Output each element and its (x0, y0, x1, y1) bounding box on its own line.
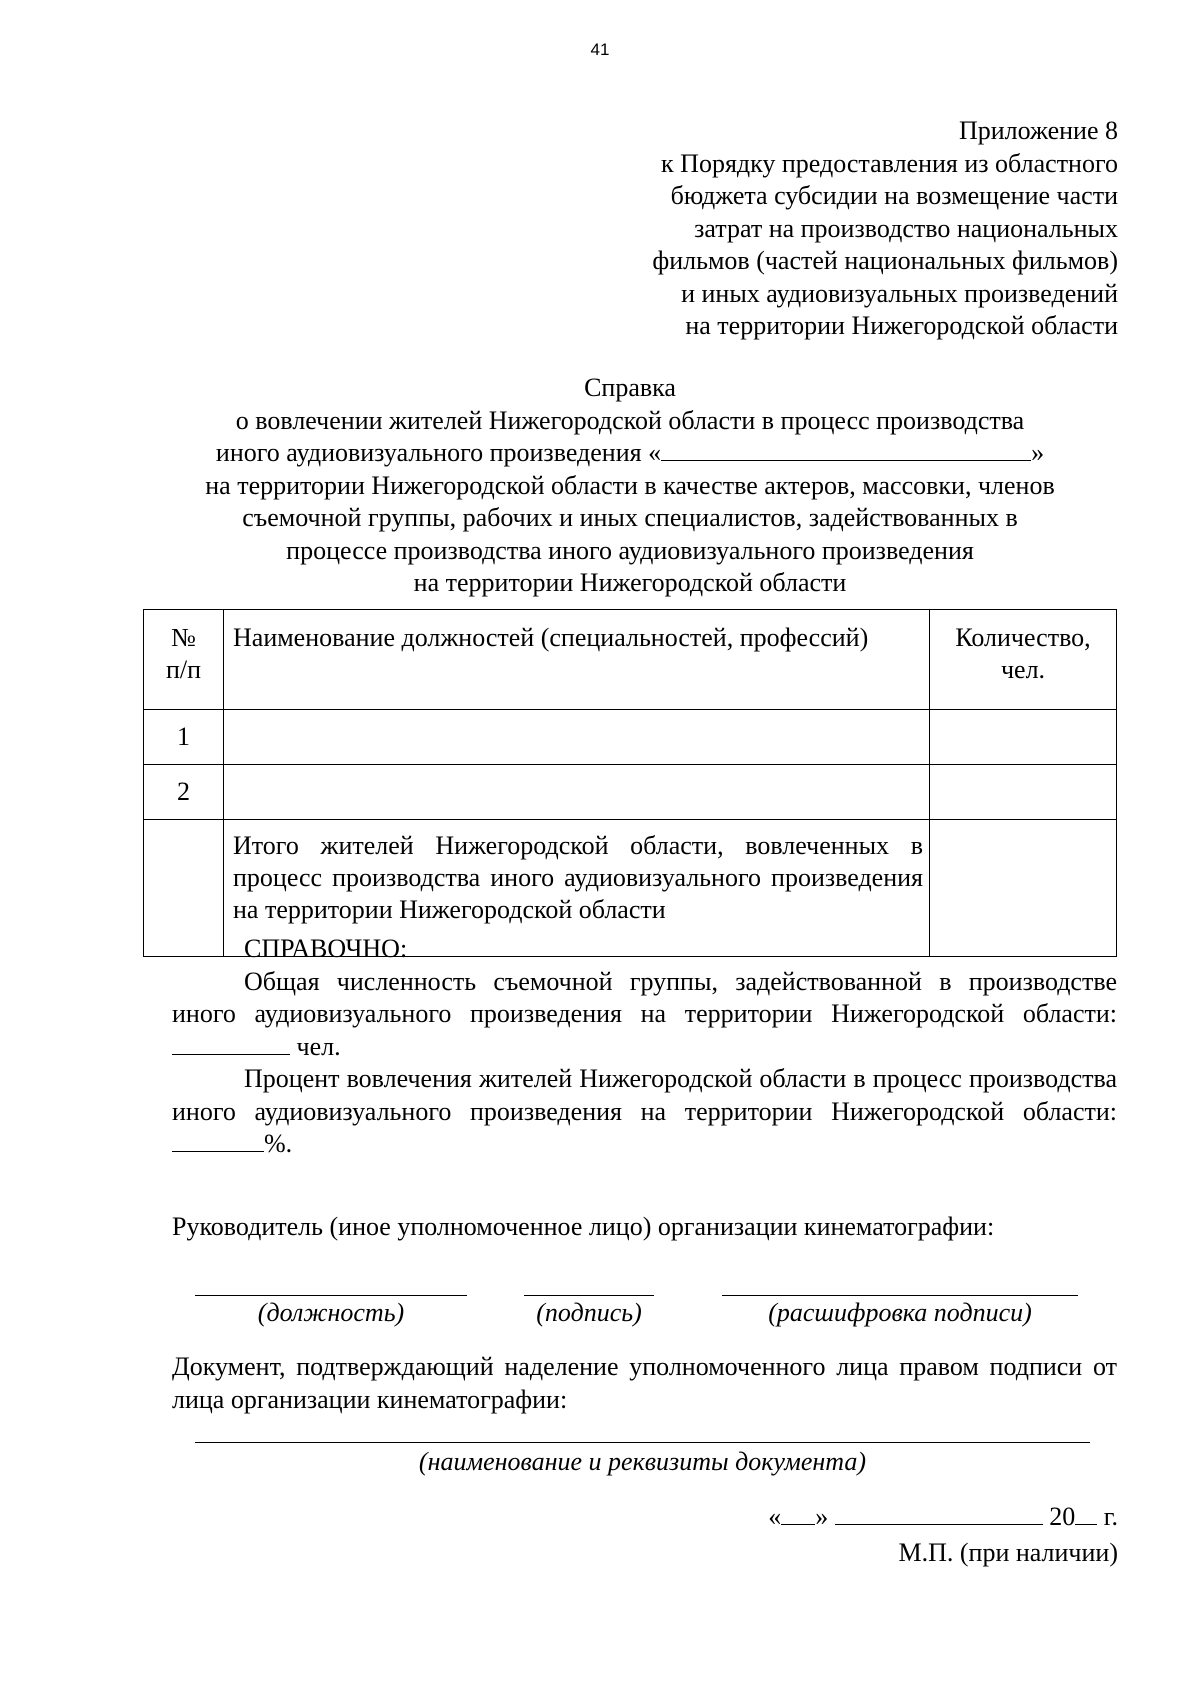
appendix-line: Приложение 8 (958, 116, 1118, 145)
appendix-line: на территории Нижегородской области (685, 311, 1118, 340)
appendix-line: к Порядку предоставления из областного (661, 148, 1118, 178)
row-num: 1 (144, 710, 224, 765)
title-line: на территории Нижегородской области (413, 568, 847, 597)
header-num (144, 610, 224, 710)
month-blank[interactable] (835, 1504, 1043, 1525)
signer-label: Руководитель (иное уполномоченное лицо) организации кинематографии: (172, 1212, 995, 1241)
row-qty-cell[interactable] (930, 765, 1117, 820)
title-line-text: » (1031, 438, 1045, 467)
seal-note: М.П. (при наличии) (898, 1538, 1118, 1567)
row-name-cell[interactable] (224, 765, 930, 820)
title-line: на территории Нижегородской области в качестве актеров, массовки, членов (205, 470, 1055, 500)
authority-document-text: Документ, подтверждающий наделение уполномоченного лица правом подписи от лица организации кинематографии: (172, 1352, 1117, 1414)
authority-document-caption: (наименование и реквизиты документа) (418, 1447, 867, 1476)
appendix-line: и иных аудиовизуальных произведений (681, 278, 1118, 308)
header-qty-line: Количество, (955, 623, 1091, 652)
reference-heading: СПРАВОЧНО: (244, 934, 408, 963)
row-name-cell[interactable] (224, 710, 930, 765)
title-line: съемочной группы, рабочих и иных специалистов, задействованных в (242, 503, 1018, 532)
percent-paragraph (172, 1063, 1117, 1161)
title-heading: Справка (584, 373, 676, 402)
date-quote: « (768, 1502, 782, 1531)
row-qty-cell[interactable] (930, 710, 1117, 765)
year-suffix: г. (1103, 1502, 1118, 1531)
title-line: о вовлечении жителей Нижегородской области в процесс производства (235, 405, 1025, 435)
header-qty (930, 610, 1117, 710)
table-row (144, 710, 1117, 765)
header-num-line: № (171, 623, 196, 652)
header-qty-line: чел. (1000, 655, 1046, 684)
authority-document-line[interactable] (195, 1442, 1090, 1443)
crew-size-text: Общая численность съемочной группы, задействованной в производстве иного аудиовизуального произведения на территории Нижегородской области: (172, 966, 1117, 1028)
title-line-text: иного аудиовизуального произведения « (215, 438, 662, 467)
title-line: процессе производства иного аудиовизуального произведения (286, 535, 974, 565)
reference-section (172, 933, 1117, 1161)
document-title (170, 372, 1090, 600)
header-name: Наименование должностей (специальностей, профессий) (224, 610, 930, 710)
percent-text: Процент вовлечения жителей Нижегородской области в процесс производства иного аудиовизуального произведения на территории Нижегородской области: (172, 1064, 1117, 1126)
appendix-line: фильмов (частей национальных фильмов) (652, 246, 1118, 275)
signature-caption: (подпись) (536, 1298, 642, 1327)
table-header-row (144, 610, 1117, 710)
page-number: 41 (590, 40, 610, 59)
position-line[interactable] (195, 1295, 467, 1296)
day-blank[interactable] (781, 1504, 815, 1525)
decoding-caption: (расшифровка подписи) (768, 1298, 1032, 1327)
title-line (170, 437, 1090, 470)
percent-blank[interactable] (172, 1131, 264, 1152)
year-blank[interactable] (1075, 1504, 1097, 1525)
date-quote: » (815, 1502, 829, 1531)
position-caption: (должность) (257, 1298, 405, 1327)
appendix-header (558, 115, 1118, 343)
crew-size-paragraph (172, 966, 1117, 1064)
year-prefix: 20 (1049, 1502, 1076, 1531)
work-title-blank[interactable] (661, 438, 1031, 461)
signature-line[interactable] (524, 1295, 654, 1296)
crew-size-unit: чел. (296, 1031, 341, 1061)
decoding-line[interactable] (722, 1295, 1078, 1296)
date-field (768, 1502, 1118, 1532)
header-num-line: п/п (165, 655, 202, 684)
appendix-line: затрат на производство национальных (694, 213, 1118, 243)
table-row (144, 765, 1117, 820)
total-label: Итого жителей Нижегородской области, вовлеченных в процесс производства иного аудиовизуального произведения на территории Нижегородской области (224, 820, 930, 957)
percent-unit: %. (264, 1129, 293, 1158)
residents-table (143, 609, 1117, 957)
row-num: 2 (144, 765, 224, 820)
crew-size-blank[interactable] (172, 1034, 290, 1055)
appendix-line: бюджета субсидии на возмещение части (670, 181, 1118, 210)
